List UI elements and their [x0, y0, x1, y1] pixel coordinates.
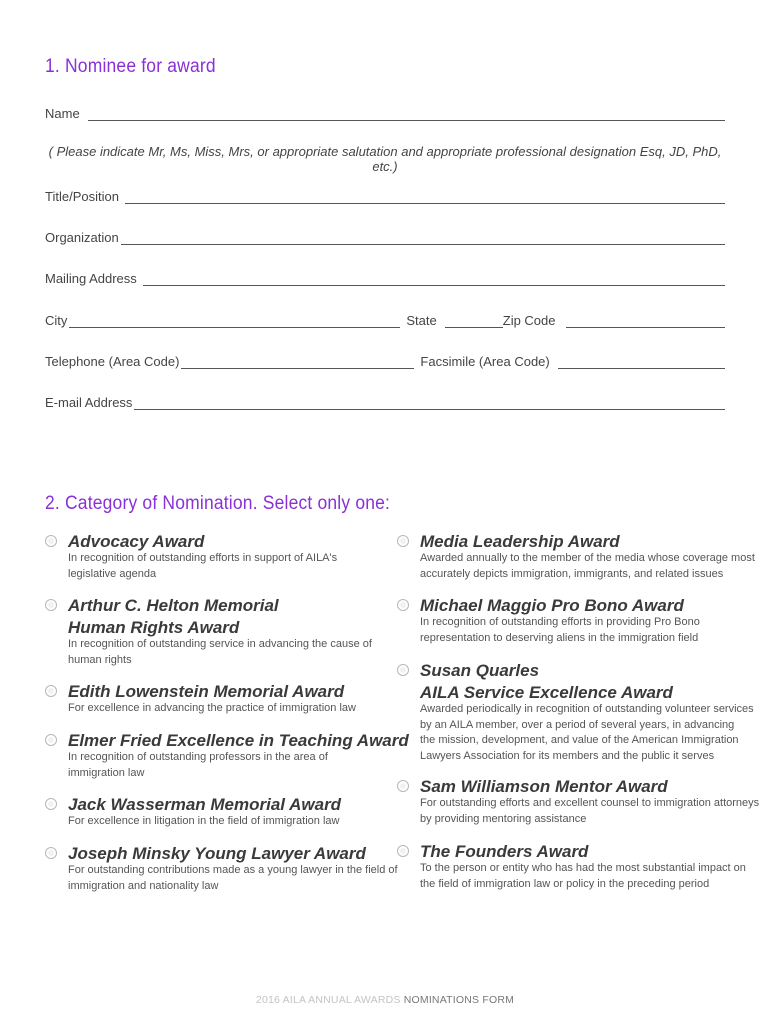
- organization-row: [45, 227, 725, 245]
- salutation-note: ( Please indicate Mr, Ms, Miss, Mrs, or appropriate salutation and appropriate professional designation Esq, JD, PhD, etc.): [48, 144, 722, 174]
- award-radio-edith-lowenstein-memorial-award[interactable]: [45, 685, 57, 697]
- award-title: Media Leadership Award: [420, 532, 620, 551]
- award-description: accurately depicts immigration, immigrants, and related issues: [420, 567, 724, 580]
- award-description: To the person or entity who has had the most substantial impact on: [420, 862, 746, 874]
- award-title: Jack Wasserman Memorial Award: [68, 795, 342, 814]
- award-radio-jack-wasserman-memorial-award[interactable]: [45, 798, 57, 810]
- award-radio-media-leadership-award[interactable]: [397, 535, 409, 547]
- award-radio-arthur-c-helton-memorial-human-rights-award[interactable]: [45, 599, 57, 611]
- award-description: representation to deserving aliens in the immigration field: [420, 631, 699, 644]
- state-label: State: [406, 313, 437, 328]
- award-radio-joseph-minsky-young-lawyer-award[interactable]: [45, 847, 57, 859]
- award-description: Lawyers Association for its members and the public it serves: [420, 749, 715, 762]
- name-field[interactable]: [88, 108, 725, 121]
- title-position-row: [45, 186, 725, 204]
- award-description: In recognition of outstanding service in advancing the cause of: [68, 638, 372, 650]
- award-description: human rights: [68, 653, 132, 666]
- award-title: Joseph Minsky Young Lawyer Award: [68, 844, 366, 863]
- mailing-address-field[interactable]: [143, 273, 725, 286]
- award-description: by an AILA member, over a period of several years, in advancing: [420, 718, 735, 731]
- telephone-field[interactable]: [181, 356, 414, 369]
- award-description: the mission, development, and value of the American Immigration: [420, 734, 739, 746]
- email-field[interactable]: [134, 397, 725, 410]
- award-radio-advocacy-award[interactable]: [45, 535, 57, 547]
- organization-field[interactable]: [121, 232, 725, 245]
- telephone-fax-row: [45, 351, 725, 369]
- zip-code-label: Zip Code: [502, 313, 556, 328]
- award-description: In recognition of outstanding efforts in providing Pro Bono: [420, 616, 700, 628]
- award-description: For outstanding efforts and excellent counsel to immigration attorneys: [420, 797, 760, 809]
- award-title: Human Rights Award: [68, 618, 240, 637]
- award-description: immigration law: [68, 766, 145, 779]
- award-description: the field of immigration law or policy in the preceding period: [420, 877, 710, 890]
- award-description: by providing mentoring assistance: [420, 812, 587, 825]
- mailing-address-row: [45, 268, 725, 286]
- award-description: For outstanding contributions made as a young lawyer in the field of: [68, 864, 398, 876]
- award-description: immigration and nationality law: [68, 879, 219, 892]
- page-footer: [0, 994, 770, 1006]
- city-label: City: [45, 313, 68, 328]
- section-2-title: 2. Category of Nomination. Select only one:: [45, 493, 391, 514]
- city-state-zip-row: [45, 310, 725, 328]
- award-title: The Founders Award: [420, 842, 589, 861]
- name-label: Name: [45, 106, 80, 121]
- award-description: In recognition of outstanding professors in the area of: [68, 751, 328, 763]
- facsimile-field[interactable]: [558, 356, 725, 369]
- award-description: Awarded periodically in recognition of outstanding volunteer services: [420, 703, 754, 715]
- title-position-label: Title/Position: [45, 189, 119, 204]
- name-row: [45, 103, 725, 121]
- award-title: Arthur C. Helton Memorial: [68, 596, 279, 615]
- footer-event-text: 2016 AILA ANNUAL AWARDS: [255, 994, 401, 1006]
- section-1-title: 1. Nominee for award: [45, 56, 216, 77]
- email-row: [45, 392, 725, 410]
- organization-label: Organization: [45, 230, 119, 245]
- award-title: Advocacy Award: [68, 532, 205, 551]
- email-label: E-mail Address: [45, 395, 133, 410]
- award-radio-the-founders-award[interactable]: [397, 845, 409, 857]
- award-title: Sam Williamson Mentor Award: [420, 777, 668, 796]
- award-radio-sam-williamson-mentor-award[interactable]: [397, 780, 409, 792]
- award-title: AILA Service Excellence Award: [420, 683, 673, 702]
- award-title: Susan Quarles: [420, 661, 540, 680]
- footer-form-text: NOMINATIONS FORM: [403, 994, 515, 1006]
- award-radio-susan-quarles-aila-service-excellence-award[interactable]: [397, 664, 409, 676]
- award-description: In recognition of outstanding efforts in support of AILA's: [68, 552, 338, 564]
- award-description: For excellence in advancing the practice of immigration law: [68, 702, 356, 714]
- award-title: Elmer Fried Excellence in Teaching Award: [68, 731, 409, 750]
- award-description: For excellence in litigation in the field of immigration law: [68, 815, 340, 827]
- title-position-field[interactable]: [125, 191, 725, 204]
- city-field[interactable]: [69, 315, 400, 328]
- award-radio-michael-maggio-pro-bono-award[interactable]: [397, 599, 409, 611]
- mailing-address-label: Mailing Address: [45, 271, 137, 286]
- state-field[interactable]: [445, 315, 503, 328]
- award-description: legislative agenda: [68, 567, 157, 580]
- award-description: Awarded annually to the member of the media whose coverage most: [420, 552, 755, 564]
- facsimile-label: Facsimile (Area Code): [420, 354, 550, 369]
- award-title: Edith Lowenstein Memorial Award: [68, 682, 345, 701]
- telephone-label: Telephone (Area Code): [45, 354, 180, 369]
- award-title: Michael Maggio Pro Bono Award: [420, 596, 684, 615]
- award-radio-elmer-fried-excellence-in-teaching-award[interactable]: [45, 734, 57, 746]
- zip-code-field[interactable]: [566, 315, 726, 328]
